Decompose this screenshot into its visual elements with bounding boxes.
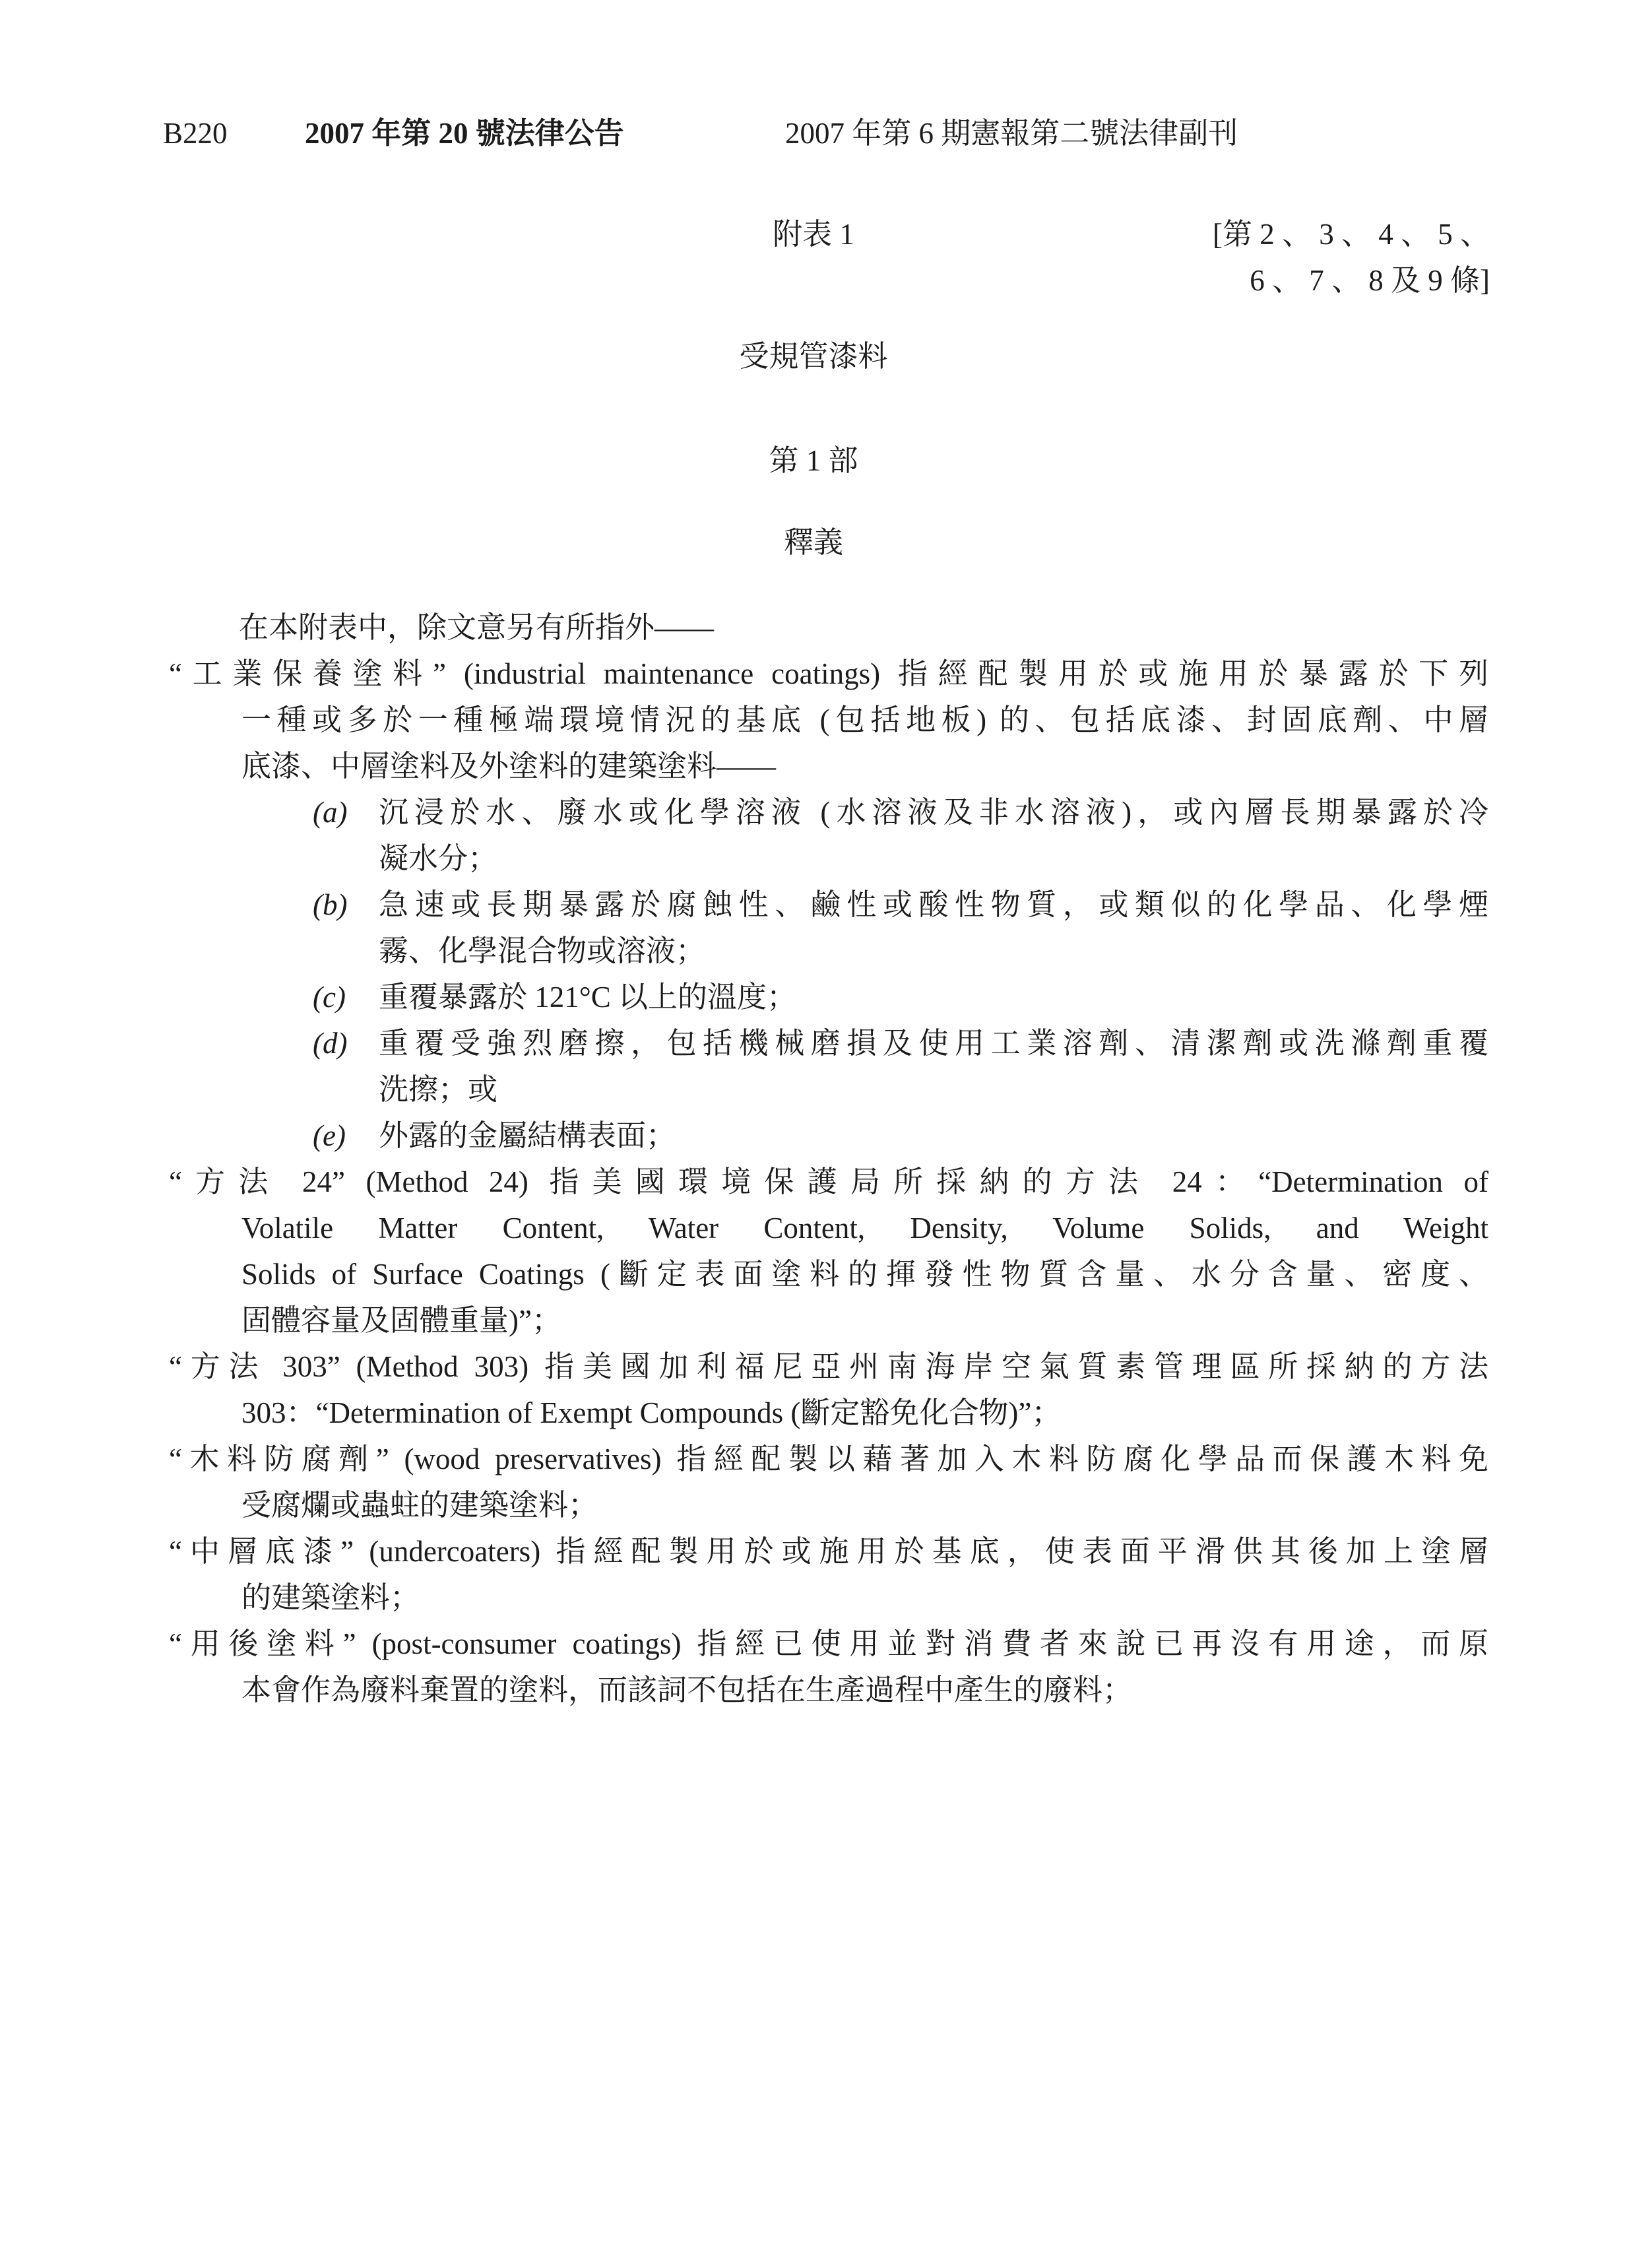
part-number-heading: 第 1 部 — [769, 444, 858, 477]
definition-method-303-line-1: “方法 303” (Method 303) 指美國加利福尼亞州南海岸空氣質素管理區所採納的方法 — [169, 1350, 1488, 1383]
definition-method-303-line-2: 303：“Determination of Exempt Compounds (斷定豁免化合物)”； — [241, 1396, 1062, 1429]
definition-method-24-line-1: “方法 24” (Method 24) 指美國環境保護局所採納的方法 24：“Determination of — [169, 1165, 1488, 1198]
list-item-d-marker: (d) — [313, 1027, 348, 1060]
list-item-a-marker: (a) — [313, 796, 348, 829]
page-number: B220 — [163, 117, 228, 150]
definition-industrial-maintenance-line-1: “工業保養塗料” (industrial maintenance coatings) 指經配製用於或施用於暴露於下列 — [169, 657, 1488, 690]
legal-notice-title: 2007 年第 20 號法律公告 — [305, 117, 624, 150]
list-item-e-marker: (e) — [313, 1119, 346, 1152]
list-item-d-line-1 — [169, 1020, 1488, 1066]
definition-method-24-line-4: 固體容量及固體重量)”； — [241, 1304, 561, 1337]
list-item-e-line-1 — [169, 1113, 1488, 1159]
schedule-label: 附表 1 — [773, 218, 854, 251]
list-item-a-line-2: 凝水分； — [379, 842, 498, 875]
definition-wood-preservatives-line-2: 受腐爛或蟲蛀的建築塗料； — [241, 1489, 598, 1522]
schedule-title: 受規管漆料 — [739, 340, 888, 373]
definition-industrial-maintenance-line-3: 底漆、中層塗料及外塗料的建築塗料—— — [241, 750, 777, 783]
part-title-heading: 釋義 — [783, 526, 843, 559]
definition-undercoaters-line-2: 的建築塗料； — [241, 1581, 420, 1614]
definitions-body — [169, 604, 1488, 1713]
list-item-b-line-1 — [169, 882, 1488, 928]
list-item-e-text: 外露的金屬結構表面； — [379, 1119, 676, 1152]
list-item-d-text: 重覆受強烈磨擦，包括機械磨損及使用工業溶劑、清潔劑或洗滌劑重覆 — [379, 1027, 1488, 1060]
definition-wood-preservatives-line-1: “木料防腐劑” (wood preservatives) 指經配製以藉著加入木料防腐化學品而保護木料免 — [169, 1442, 1488, 1475]
list-item-d-line-2: 洗擦；或 — [379, 1073, 498, 1106]
list-item-c-marker: (c) — [313, 981, 346, 1014]
intro-line: 在本附表中，除文意另有所指外—— — [239, 611, 715, 644]
definition-industrial-maintenance-line-2: 一種或多於一種極端環境情況的基底 (包括地板) 的、包括底漆、封固底劑、中層 — [241, 703, 1488, 736]
list-item-c-line-1 — [169, 974, 1488, 1020]
definition-post-consumer-line-2: 本會作為廢料棄置的塗料，而該詞不包括在生產過程中產生的廢料； — [241, 1673, 1133, 1706]
section-reference-line-2: 6 、 7 、 8 及 9 條] — [1250, 264, 1490, 297]
definition-method-24-line-3: Solids of Surface Coatings (斷定表面塗料的揮發性物質含量、水分含量、密度、 — [241, 1258, 1488, 1291]
list-item-b-line-2: 霧、化學混合物或溶液； — [379, 934, 706, 967]
list-item-a-line-1 — [169, 789, 1488, 835]
list-item-b-text: 急速或長期暴露於腐蝕性、鹼性或酸性物質，或類似的化學品、化學煙 — [379, 888, 1488, 921]
list-item-a-text: 沉浸於水、廢水或化學溶液 (水溶液及非水溶液)，或內層長期暴露於冷 — [379, 796, 1488, 829]
section-reference-line-1: [第 2 、 3 、 4 、 5 、 — [1213, 218, 1490, 251]
list-item-c-text: 重覆暴露於 121°C 以上的溫度； — [379, 981, 797, 1014]
list-item-b-marker: (b) — [313, 888, 348, 921]
section-reference — [1213, 211, 1490, 304]
gazette-issue-title: 2007 年第 6 期憲報第二號法律副刊 — [785, 117, 1238, 150]
definition-undercoaters-line-1: “中層底漆” (undercoaters) 指經配製用於或施用於基底，使表面平滑供其後加上塗層 — [169, 1535, 1488, 1568]
definition-post-consumer-line-1: “用後塗料” (post-consumer coatings) 指經已使用並對消費者來說已再沒有用途，而原 — [169, 1627, 1488, 1660]
definition-method-24-line-2: Volatile Matter Content, Water Content, Density, Volume Solids, and Weight — [241, 1212, 1488, 1245]
